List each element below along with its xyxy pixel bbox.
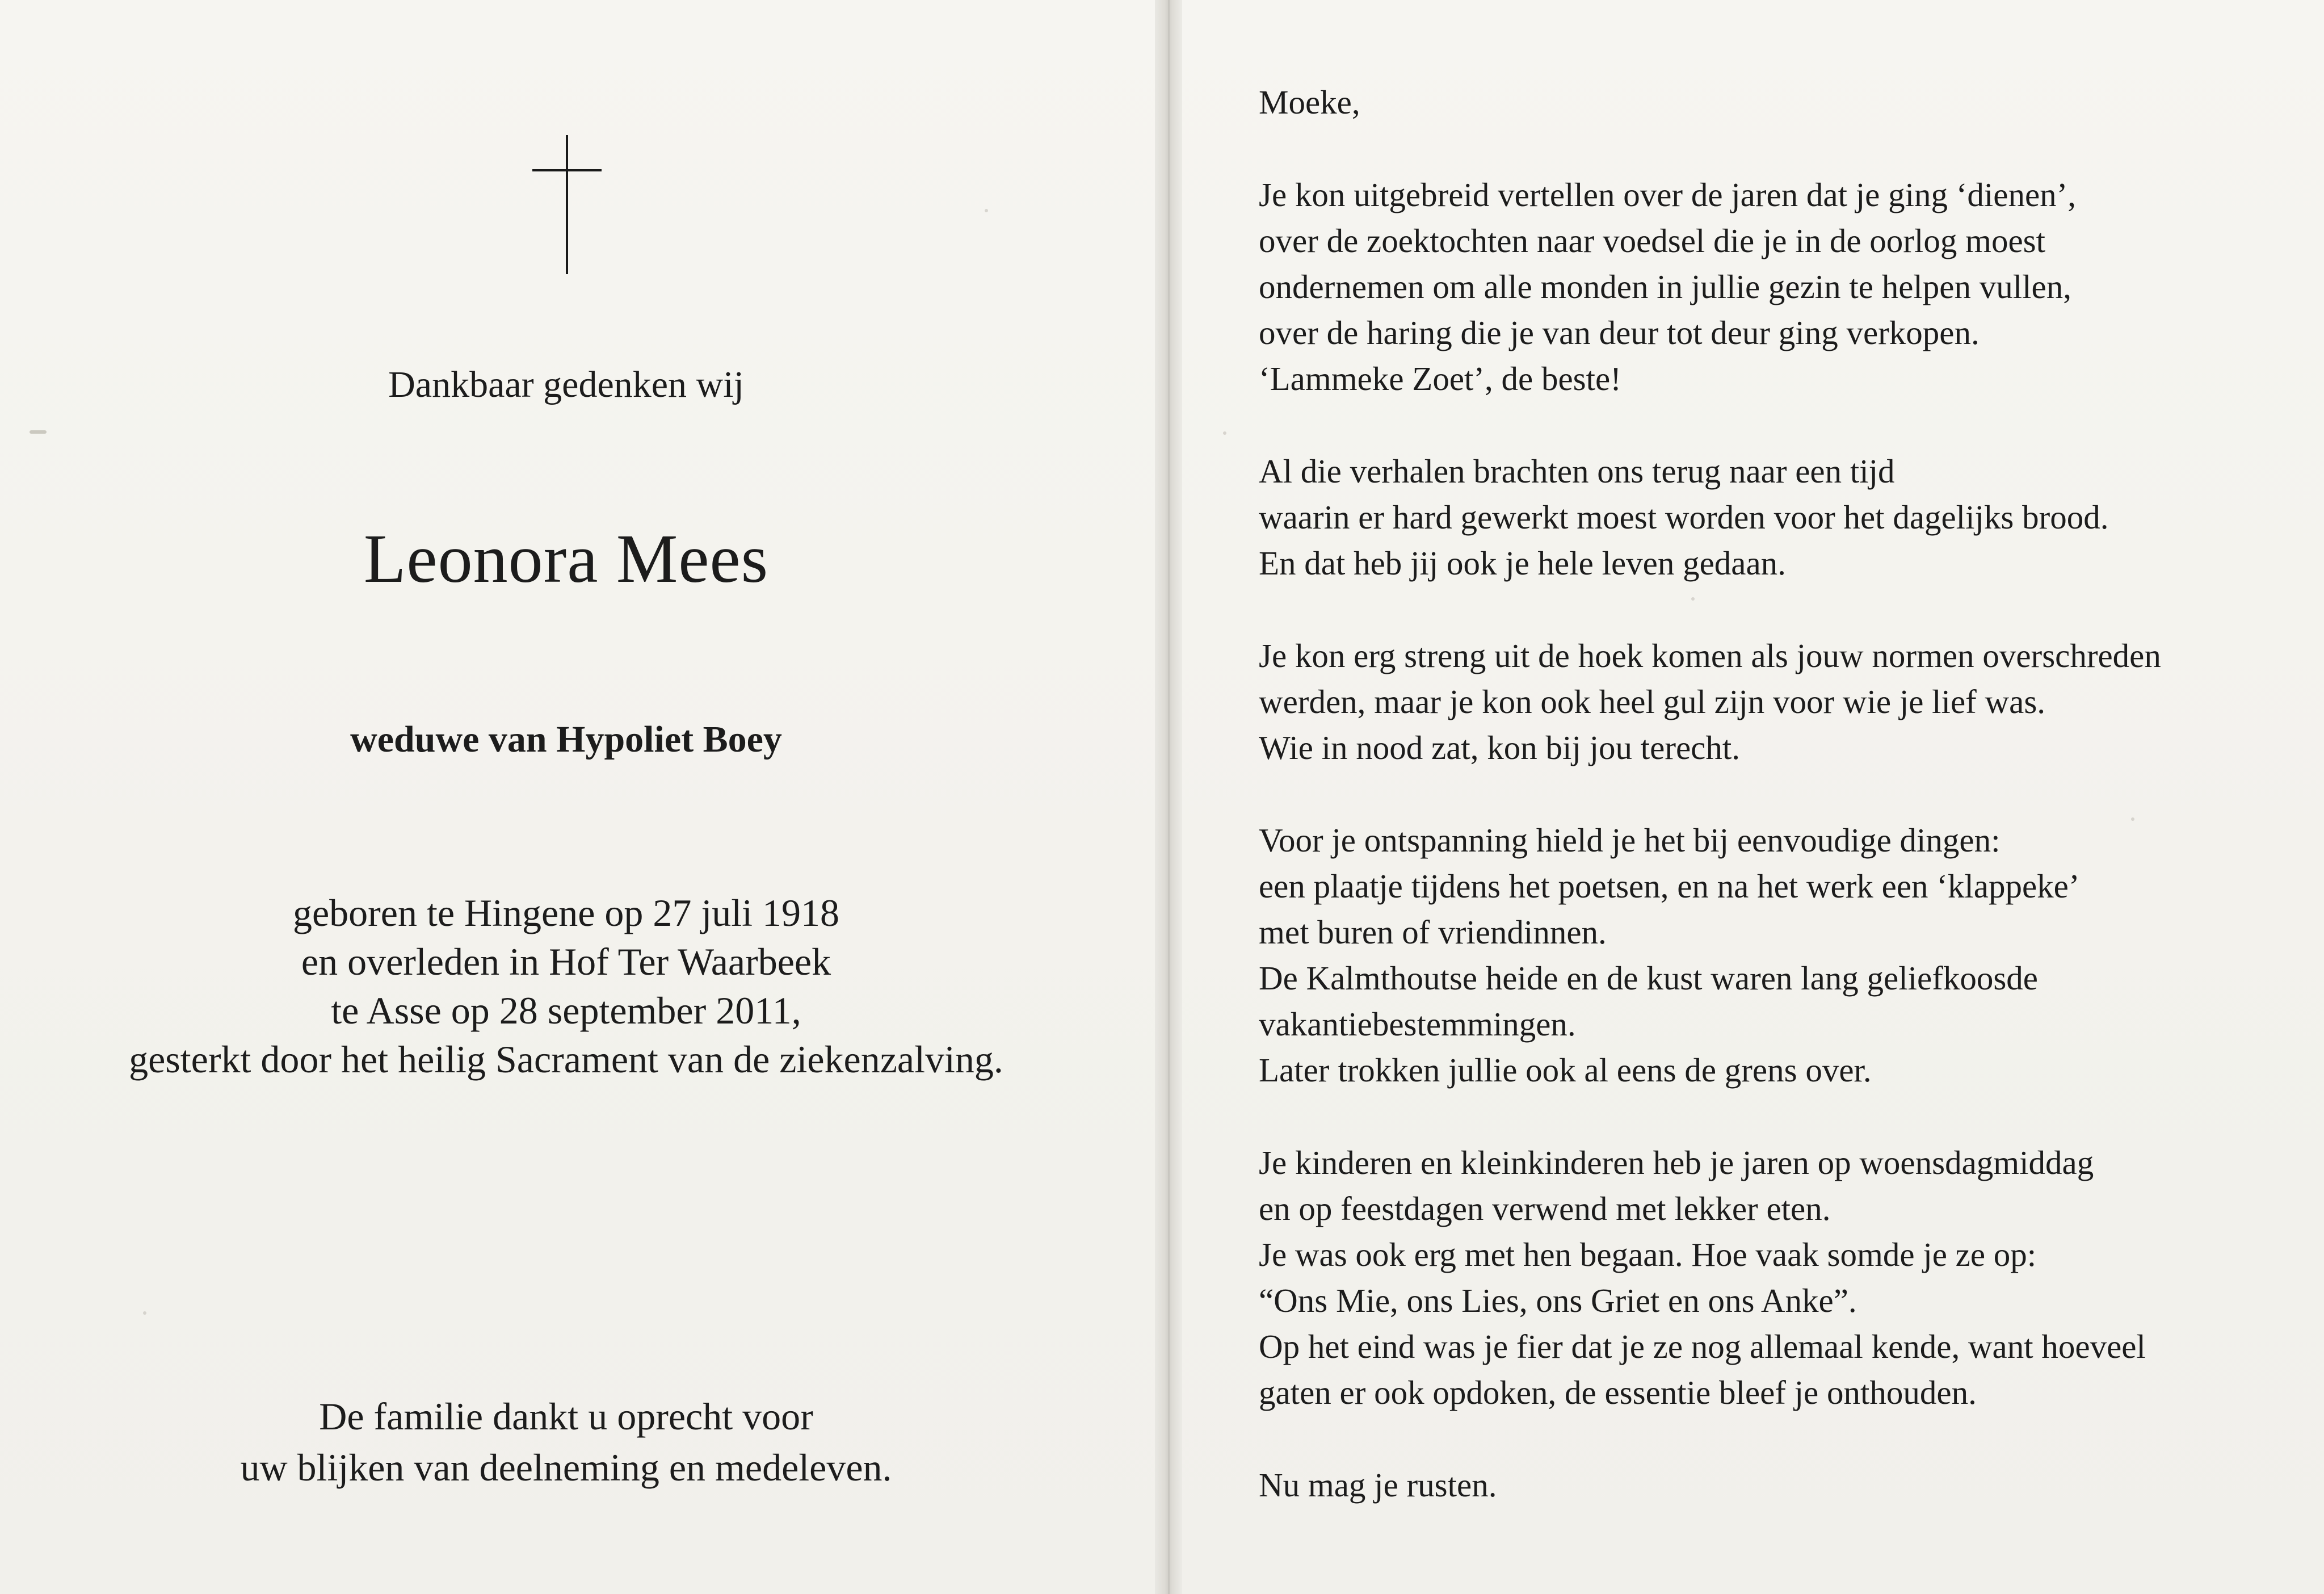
poem-line: Je was ook erg met hen begaan. Hoe vaak somde je ze op: (1259, 1236, 2037, 1273)
paper-speck (2131, 817, 2134, 821)
poem-closing: Nu mag je rusten. (1259, 1466, 1497, 1504)
poem-line: En dat heb jij ook je hele leven gedaan. (1259, 544, 1786, 582)
latin-cross-icon (532, 135, 602, 274)
fold-crease (1168, 0, 1170, 1594)
thanks-line: De familie dankt u oprecht voor (319, 1395, 813, 1438)
poem-line: Al die verhalen brachten ons terug naar een tijd (1259, 452, 1895, 490)
poem-line: ‘Lammeke Zoet’, de beste! (1259, 360, 1621, 397)
poem-line: en op feestdagen verwend met lekker eten. (1259, 1190, 1831, 1227)
left-panel (0, 0, 1155, 1594)
poem (1259, 79, 2309, 1508)
poem-line: over de zoektochten naar voedsel die je in de oorlog moest (1259, 222, 2046, 259)
poem-line: over de haring die je van deur tot deur ging verkopen. (1259, 314, 1980, 351)
paper-speck (985, 209, 988, 212)
poem-line: Je kinderen en kleinkinderen heb je jaren op woensdagmiddag (1259, 1144, 2094, 1181)
poem-line: Je kon erg streng uit de hoek komen als jouw normen overschreden (1259, 637, 2161, 674)
poem-line: De Kalmthoutse heide en de kust waren lang geliefkoosde (1259, 959, 2038, 997)
poem-line: een plaatje tijdens het poetsen, en na het werk een ‘klappeke’ (1259, 867, 2080, 905)
poem-line: gaten er ook opdoken, de essentie bleef je onthouden. (1259, 1374, 1977, 1411)
poem-line: Je kon uitgebreid vertellen over de jaren dat je ging ‘dienen’, (1259, 176, 2077, 213)
paper-mark (30, 430, 47, 434)
poem-line: ondernemen om alle monden in jullie gezin te helpen vullen, (1259, 268, 2071, 305)
poem-line: met buren of vriendinnen. (1259, 913, 1607, 951)
poem-line: “Ons Mie, ons Lies, ons Griet en ons Anke”. (1259, 1282, 1857, 1319)
death-place-line: en overleden in Hof Ter Waarbeek (301, 940, 831, 983)
death-date-line: te Asse op 28 september 2011, (331, 989, 801, 1032)
paper-speck (1691, 597, 1695, 601)
widow-of-text: weduwe van Hypoliet Boey (350, 719, 782, 760)
poem-line: Wie in nood zat, kon bij jou terecht. (1259, 729, 1740, 766)
life-details (45, 888, 1087, 1084)
paper-speck (143, 1311, 146, 1315)
birth-line: geboren te Hingene op 27 juli 1918 (292, 891, 840, 934)
thanks-line: uw blijken van deelneming en medeleven. (240, 1446, 892, 1489)
intro-text: Dankbaar gedenken wij (388, 364, 744, 405)
poem-line: vakantiebestemmingen. (1259, 1005, 1576, 1043)
poem-line: Op het eind was je fier dat je ze nog allemaal kende, want hoeveel (1259, 1328, 2146, 1365)
poem-line: waarin er hard gewerkt moest worden voor het dagelijks brood. (1259, 498, 2109, 536)
family-thanks (45, 1391, 1087, 1493)
poem-line: Voor je ontspanning hield je het bij eenvoudige dingen: (1259, 821, 2001, 859)
poem-greeting: Moeke, (1259, 83, 1360, 121)
deceased-name: Leonora Mees (363, 521, 769, 597)
paper-speck (1223, 431, 1226, 435)
poem-line: Later trokken jullie ook al eens de grens over. (1259, 1051, 1872, 1089)
sacrament-line: gesterkt door het heilig Sacrament van de ziekenzalving. (129, 1038, 1003, 1081)
poem-line: werden, maar je kon ook heel gul zijn voor wie je lief was. (1259, 683, 2046, 720)
